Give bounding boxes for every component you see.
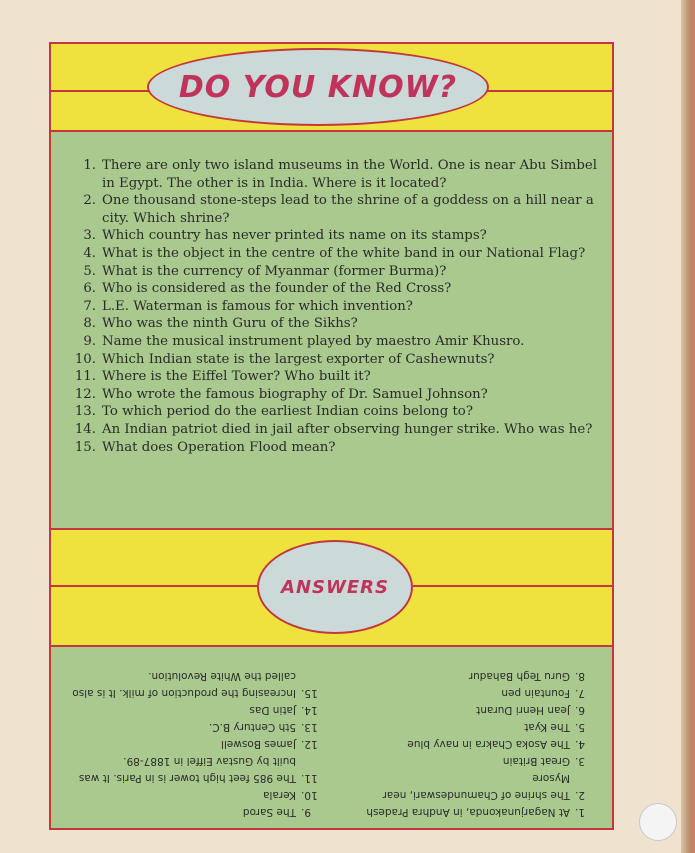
question-item — [73, 403, 613, 421]
question-text: What is the currency of Myanmar (former Burma)? — [102, 263, 447, 279]
answers-column-left — [333, 648, 607, 824]
answer-item — [69, 718, 323, 735]
question-item — [73, 315, 613, 333]
question-text: What does Operation Flood mean? — [102, 439, 336, 455]
answer-text: The shrine of Chamundeswari, near Mysore — [382, 772, 570, 801]
answer-number: 15. — [301, 687, 318, 699]
question-text: An Indian patriot died in jail after observing hunger strike. Who was he? — [102, 421, 593, 437]
answer-number: 11. — [301, 772, 318, 784]
question-number: 15. — [74, 439, 96, 455]
watermark-badge — [639, 803, 677, 841]
question-number: 1. — [83, 158, 96, 173]
question-text: There are only two island museums in the World. One is near Abu Simbel in Egypt. The other is in India. Where is it located? — [102, 158, 598, 191]
question-number: 6. — [83, 281, 96, 297]
answer-item — [343, 667, 597, 684]
answer-item — [69, 786, 323, 803]
answer-text: James Boswell — [220, 738, 296, 750]
question-list — [73, 157, 613, 456]
answers-column-right — [59, 648, 333, 824]
page-title: DO YOU KNOW? — [178, 69, 458, 105]
question-text: To which period do the earliest Indian coins belong to? — [102, 404, 473, 420]
question-text: Which country has never printed its name on its stamps? — [102, 228, 487, 244]
answer-text: The 985 feet high tower is in Paris. It was built by Gustav Eiffel in 1887-89. — [78, 755, 296, 784]
question-number: 2. — [83, 193, 96, 209]
question-number: 10. — [74, 351, 96, 367]
answers-upside-down — [59, 648, 607, 824]
answer-item — [343, 684, 597, 701]
question-number: 13. — [74, 404, 96, 420]
question-text: Which Indian state is the largest exporter of Cashewnuts? — [102, 351, 495, 367]
question-item — [73, 245, 613, 263]
answer-text: Increasing the production of milk. It is also called the White Revolution. — [72, 670, 296, 699]
question-text: One thousand stone-steps lead to the shrine of a goddess on a hill near a city. Which shrine? — [102, 193, 594, 226]
answer-number: 9. — [301, 806, 312, 818]
answers-heading: ANSWERS — [281, 576, 389, 598]
question-text: What is the object in the centre of the white band in our National Flag? — [102, 245, 586, 261]
question-item — [73, 333, 613, 351]
answer-item — [343, 735, 597, 752]
question-number: 12. — [74, 386, 96, 402]
answers-band-line-top — [51, 528, 612, 530]
question-number: 4. — [83, 245, 96, 261]
answer-text: Fountain pen — [501, 687, 570, 699]
answer-item — [69, 803, 323, 820]
answer-item — [343, 752, 597, 769]
question-number: 5. — [83, 263, 96, 279]
answers-band-line-bottom — [51, 645, 612, 647]
answer-text: The Sarod — [242, 806, 296, 818]
question-item — [73, 386, 613, 404]
question-item — [73, 263, 613, 281]
question-item — [73, 421, 613, 439]
answer-number: 13. — [301, 721, 318, 733]
question-item — [73, 298, 613, 316]
answer-text: Guru Tegh Bahadur — [468, 670, 570, 682]
answers-oval — [257, 540, 413, 634]
answer-number: 3. — [575, 755, 586, 767]
answer-item — [69, 701, 323, 718]
answer-text: The Asoka Chakra in navy blue — [407, 738, 570, 750]
question-item — [73, 192, 613, 227]
question-text: Who wrote the famous biography of Dr. Samuel Johnson? — [102, 386, 488, 402]
answer-number: 2. — [575, 789, 586, 801]
question-number: 7. — [83, 298, 96, 314]
title-oval — [147, 48, 489, 126]
answer-item — [69, 735, 323, 752]
answer-text: Great Britain — [502, 755, 570, 767]
question-item — [73, 157, 613, 192]
question-text: Name the musical instrument played by maestro Amir Khusro. — [102, 333, 525, 349]
question-item — [73, 280, 613, 298]
answer-number: 10. — [301, 789, 318, 801]
answer-text: Jatin Das — [249, 704, 296, 716]
answer-number: 14. — [301, 704, 318, 716]
question-item — [73, 439, 613, 457]
answer-number: 1. — [575, 806, 586, 818]
answer-text: 5th Century B.C. — [208, 721, 296, 733]
question-item — [73, 351, 613, 369]
answer-number: 7. — [575, 687, 586, 699]
question-number: 9. — [83, 333, 96, 349]
answer-text: Jean Henri Durant — [476, 704, 570, 716]
answer-item — [343, 803, 597, 820]
answer-text: At Nagarjunakonda, in Andhra Pradesh — [366, 806, 570, 818]
question-text: Who is considered as the founder of the Red Cross? — [102, 281, 452, 297]
answer-text: Kerala — [263, 789, 296, 801]
answer-text: The Kyat — [524, 721, 570, 733]
question-item — [73, 368, 613, 386]
answer-item — [343, 718, 597, 735]
answer-number: 12. — [301, 738, 318, 750]
answer-number: 4. — [575, 738, 586, 750]
question-number: 11. — [74, 369, 96, 385]
page-edge — [681, 0, 695, 853]
question-text: Who was the ninth Guru of the Sikhs? — [102, 316, 358, 332]
question-number: 3. — [83, 228, 96, 244]
answer-number: 5. — [575, 721, 586, 733]
answer-item — [343, 769, 597, 803]
answer-number: 6. — [575, 704, 586, 716]
answer-number: 8. — [575, 670, 586, 682]
answer-item — [69, 752, 323, 786]
answer-item — [343, 701, 597, 718]
question-text: L.E. Waterman is famous for which invention? — [102, 298, 413, 314]
question-number: 14. — [74, 421, 96, 437]
question-number: 8. — [83, 316, 96, 332]
answer-item — [69, 667, 323, 701]
question-item — [73, 227, 613, 245]
quiz-panel — [49, 42, 614, 830]
title-band-line-bottom — [51, 130, 612, 132]
question-text: Where is the Eiffel Tower? Who built it? — [102, 369, 371, 385]
